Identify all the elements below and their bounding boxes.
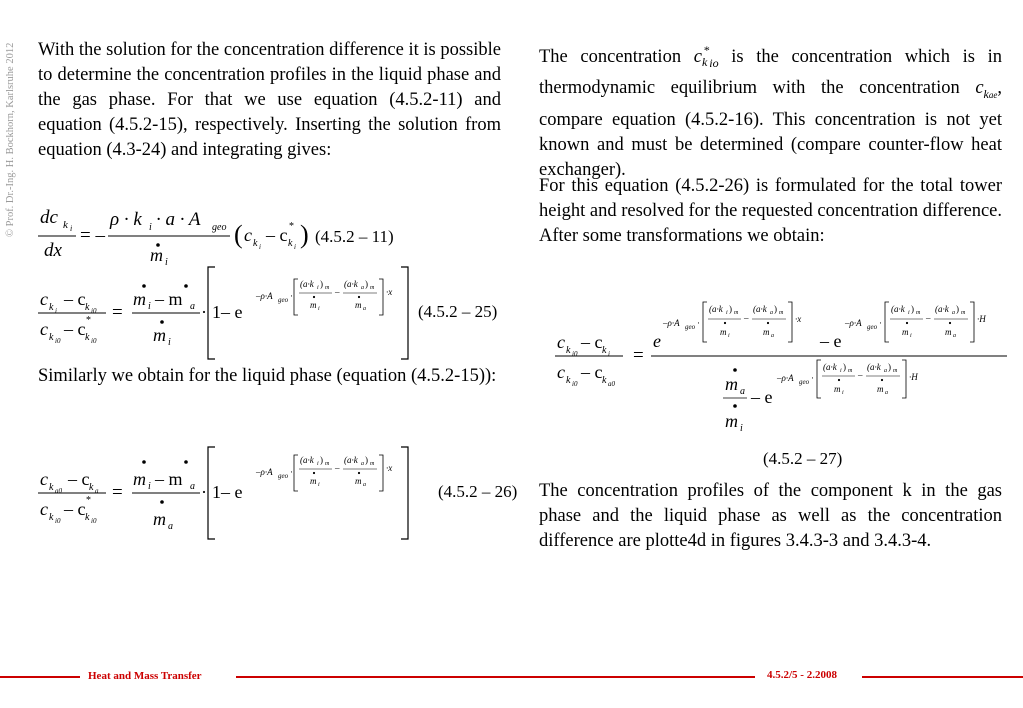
equation-4-5-2-27 (555, 290, 1010, 440)
svg-text:k: k (85, 302, 90, 313)
svg-text:i: i (608, 350, 610, 358)
svg-text:·H: ·H (977, 314, 986, 324)
svg-text:k: k (49, 302, 54, 313)
svg-text:a: a (953, 333, 956, 339)
svg-text:): ) (729, 304, 732, 314)
svg-text:– e: – e (751, 387, 773, 407)
svg-text:(a·k: (a·k (867, 362, 881, 372)
svg-text:i: i (168, 337, 171, 348)
svg-text:m: m (310, 300, 317, 310)
svg-text:1– e: 1– e (212, 482, 243, 502)
svg-text:a: a (363, 306, 366, 312)
svg-text:a: a (884, 368, 887, 374)
profiles-paragraph: The concentration profiles of the component k in the gas phase and the liquid phase as well as the concentration difference are plotte4d in figures 3.4.3-3 and 3.4.3-4. (539, 481, 1002, 551)
svg-text:i: i (165, 257, 168, 268)
svg-text:m: m (310, 476, 317, 486)
svg-text:–ρ·A: –ρ·A (845, 318, 862, 328)
svg-text:i: i (318, 482, 320, 488)
svg-text:i: i (318, 306, 320, 312)
svg-text:–: – (858, 370, 863, 380)
intro-paragraph: With the solution for the concentration difference it is possible to determine the concentration profiles in the liquid phase and the gas phase. For that we use equation (4.5.2-11) and equation (4.5.2-15), respectively. Inserting the solution from equation (4.3-24) and integrating gives: (38, 40, 501, 160)
svg-text:–ρ·A: –ρ·A (777, 373, 794, 383)
svg-text:i: i (908, 310, 910, 316)
svg-text:a: a (740, 386, 745, 397)
svg-text:·: · (290, 291, 293, 301)
svg-text:a: a (190, 301, 195, 312)
svg-text:(a·k: (a·k (935, 304, 949, 314)
svg-text:i: i (317, 285, 319, 291)
footer-rule-left (0, 676, 80, 678)
p1-part-a: The concentration (539, 47, 682, 67)
svg-text:a: a (361, 461, 364, 467)
footer-rule-right (862, 676, 1023, 678)
svg-text:m: m (153, 325, 166, 345)
svg-text:k: k (566, 375, 571, 386)
svg-text:i: i (149, 222, 152, 233)
svg-text:m: m (945, 327, 952, 337)
svg-text:– c: – c (64, 319, 86, 339)
svg-text:= –: = – (80, 225, 105, 246)
svg-text:(a·k: (a·k (823, 362, 837, 372)
svg-text:– e: – e (820, 331, 842, 351)
svg-text:(: ( (234, 220, 243, 249)
svg-text:a: a (770, 310, 773, 316)
copyright-watermark: © Prof. Dr.-Ing. H. Bockhorn, Karlsruhe 2012 (5, 42, 16, 237)
svg-text:geo: geo (685, 323, 696, 331)
svg-text:): ) (300, 220, 309, 249)
svg-text:): ) (956, 304, 959, 314)
svg-text:ρ · k: ρ · k (110, 209, 142, 230)
svg-text:i: i (70, 224, 73, 233)
formulation-paragraph: For this equation (4.5.2-26) is formulated for the total tower height and resolved for the requested concentration difference. After some transformations we obtain: (539, 176, 1002, 246)
svg-text:–: – (926, 313, 931, 323)
svg-text:·H: ·H (909, 372, 918, 382)
svg-text:a: a (190, 481, 195, 492)
svg-text:m: m (325, 461, 330, 467)
svg-text:k: k (85, 332, 90, 343)
svg-text:(a·k: (a·k (709, 304, 723, 314)
svg-text:– c: – c (64, 289, 86, 309)
svg-text:c: c (557, 332, 565, 352)
svg-text:m: m (834, 384, 841, 394)
svg-text:geo: geo (212, 222, 227, 233)
equation-4-5-2-25 (38, 265, 418, 365)
svg-text:–: – (744, 313, 749, 323)
svg-text:m: m (133, 289, 146, 309)
svg-text:): ) (888, 362, 891, 372)
svg-text:·: · (811, 373, 814, 383)
svg-text:*: * (289, 221, 294, 232)
svg-text:i: i (842, 390, 844, 396)
svg-text:i: i (840, 368, 842, 374)
p1-part-c: , compare equation (4.5.2-16). This concentration is not yet known and must be determined (compare counter-flow heat exchanger). (539, 78, 1002, 180)
eq-25-label: (4.5.2 – 25) (418, 302, 498, 321)
svg-text:): ) (365, 279, 368, 289)
svg-text:i0: i0 (91, 337, 97, 345)
svg-text:– c: – c (581, 332, 603, 352)
eq-11-label: (4.5.2 – 11) (315, 227, 394, 246)
similarly-paragraph: Similarly we obtain for the liquid phase (equation (4.5.2-15)): (38, 366, 497, 386)
svg-text:·: · (879, 318, 882, 328)
svg-text:geo: geo (278, 472, 289, 480)
svg-text:k: k (49, 332, 54, 343)
equation-4-5-2-26 (38, 445, 418, 545)
svg-text:a: a (771, 333, 774, 339)
svg-text:k: k (49, 512, 54, 523)
svg-text:=: = (112, 302, 123, 323)
svg-text:=: = (633, 345, 644, 366)
svg-text:·: · (201, 302, 207, 322)
svg-text:– m: – m (155, 289, 183, 309)
svg-text:– c: – c (581, 362, 603, 382)
equation-4-5-2-11 (38, 205, 318, 270)
svg-text:i0: i0 (572, 350, 578, 358)
svg-text:*: * (86, 495, 91, 506)
svg-text:k: k (288, 238, 293, 249)
svg-text:–ρ·A: –ρ·A (256, 291, 273, 301)
svg-text:m: m (153, 509, 166, 529)
svg-text:): ) (911, 304, 914, 314)
svg-text:i0: i0 (91, 517, 97, 525)
svg-text:m: m (370, 461, 375, 467)
svg-text:i: i (259, 243, 261, 251)
svg-text:geo: geo (867, 323, 878, 331)
svg-text:geo: geo (799, 378, 810, 386)
svg-text:(a·k: (a·k (300, 279, 314, 289)
svg-text:· a · A: · a · A (156, 209, 201, 230)
svg-text:m: m (133, 469, 146, 489)
svg-text:m: m (150, 245, 163, 265)
svg-text:k: k (49, 482, 54, 493)
svg-text:1– e: 1– e (212, 302, 243, 322)
svg-text:·x: ·x (386, 287, 393, 297)
svg-text:m: m (325, 285, 330, 291)
svg-text:i: i (148, 301, 151, 312)
svg-text:=: = (112, 482, 123, 503)
svg-text:dx: dx (44, 240, 62, 261)
svg-text:a: a (95, 487, 99, 495)
svg-text:m: m (734, 310, 739, 316)
svg-text:c: c (40, 499, 48, 519)
svg-text:m: m (902, 327, 909, 337)
svg-text:m: m (763, 327, 770, 337)
svg-text:c: c (40, 289, 48, 309)
svg-text:*: * (86, 315, 91, 326)
svg-text:i0: i0 (572, 380, 578, 388)
svg-text:–: – (335, 463, 340, 473)
svg-text:dc: dc (40, 207, 58, 228)
svg-text:m: m (725, 374, 738, 394)
concentration-paragraph: The concentration $c_k^*_{io}$ is the concentration which is in thermodynamic equilibrium with the concentration $c_{kae}$, compare equation (4.5.2-16). This concentration is not yet known and must be determined (compare counter-flow heat exchanger). (539, 43, 1002, 180)
svg-text:(a·k: (a·k (753, 304, 767, 314)
svg-text:m: m (725, 411, 738, 431)
svg-text:m: m (355, 476, 362, 486)
svg-text:c: c (244, 225, 252, 245)
svg-text:i0: i0 (55, 517, 61, 525)
svg-text:– m: – m (155, 469, 183, 489)
svg-text:i: i (728, 333, 730, 339)
svg-text:·: · (201, 482, 207, 502)
svg-text:i0: i0 (91, 307, 97, 315)
svg-text:m: m (370, 285, 375, 291)
svg-text:a0: a0 (608, 380, 615, 388)
svg-text:·x: ·x (386, 463, 393, 473)
svg-text:): ) (320, 279, 323, 289)
eq-26-label: (4.5.2 – 26) (438, 482, 518, 501)
footer-title: Heat and Mass Transfer (88, 670, 202, 682)
svg-text:·: · (697, 318, 700, 328)
svg-text:·x: ·x (795, 314, 802, 324)
svg-text:): ) (365, 455, 368, 465)
svg-text:m: m (720, 327, 727, 337)
svg-text:geo: geo (278, 296, 289, 304)
svg-text:e: e (653, 331, 661, 351)
svg-text:–ρ·A: –ρ·A (256, 467, 273, 477)
svg-text:k: k (602, 345, 607, 356)
svg-text:m: m (355, 300, 362, 310)
svg-text:c: c (557, 362, 565, 382)
svg-text:): ) (320, 455, 323, 465)
svg-text:c: c (40, 319, 48, 339)
footer-page-number: 4.5.2/5 - 2.2008 (767, 669, 837, 681)
svg-text:(a·k: (a·k (344, 279, 358, 289)
svg-text:i0: i0 (55, 337, 61, 345)
svg-text:k: k (85, 512, 90, 523)
eq-27-label: (4.5.2 – 27) (763, 449, 843, 468)
svg-text:(a·k: (a·k (891, 304, 905, 314)
svg-text:k: k (602, 375, 607, 386)
svg-text:i: i (910, 333, 912, 339)
svg-text:a: a (361, 285, 364, 291)
svg-text:– c: – c (266, 225, 288, 245)
svg-text:i: i (55, 307, 57, 315)
svg-text:(a·k: (a·k (344, 455, 358, 465)
svg-text:): ) (843, 362, 846, 372)
svg-text:a: a (168, 521, 173, 532)
svg-text:i: i (740, 423, 743, 434)
svg-text:a: a (363, 482, 366, 488)
svg-text:–ρ·A: –ρ·A (663, 318, 680, 328)
svg-text:k: k (253, 238, 258, 249)
svg-text:i: i (317, 461, 319, 467)
svg-text:(a·k: (a·k (300, 455, 314, 465)
svg-text:m: m (893, 368, 898, 374)
footer-rule-middle (236, 676, 755, 678)
svg-text:c: c (40, 469, 48, 489)
svg-text:m: m (779, 310, 784, 316)
svg-text:·: · (290, 467, 293, 477)
svg-text:a: a (952, 310, 955, 316)
svg-text:m: m (916, 310, 921, 316)
svg-text:k: k (566, 345, 571, 356)
svg-text:m: m (877, 384, 884, 394)
svg-text:– c: – c (64, 499, 86, 519)
svg-text:i: i (148, 481, 151, 492)
svg-text:m: m (848, 368, 853, 374)
svg-text:i: i (294, 243, 296, 251)
svg-text:k: k (89, 482, 94, 493)
svg-text:k: k (63, 219, 68, 231)
svg-text:m: m (961, 310, 966, 316)
p1-part-b: is the concentration which is in thermodynamic equilibrium with the concentration (539, 47, 1002, 98)
svg-text:i: i (726, 310, 728, 316)
svg-text:): ) (774, 304, 777, 314)
svg-text:– c: – c (68, 469, 90, 489)
svg-text:a: a (885, 390, 888, 396)
svg-text:–: – (335, 287, 340, 297)
svg-text:a0: a0 (55, 487, 62, 495)
